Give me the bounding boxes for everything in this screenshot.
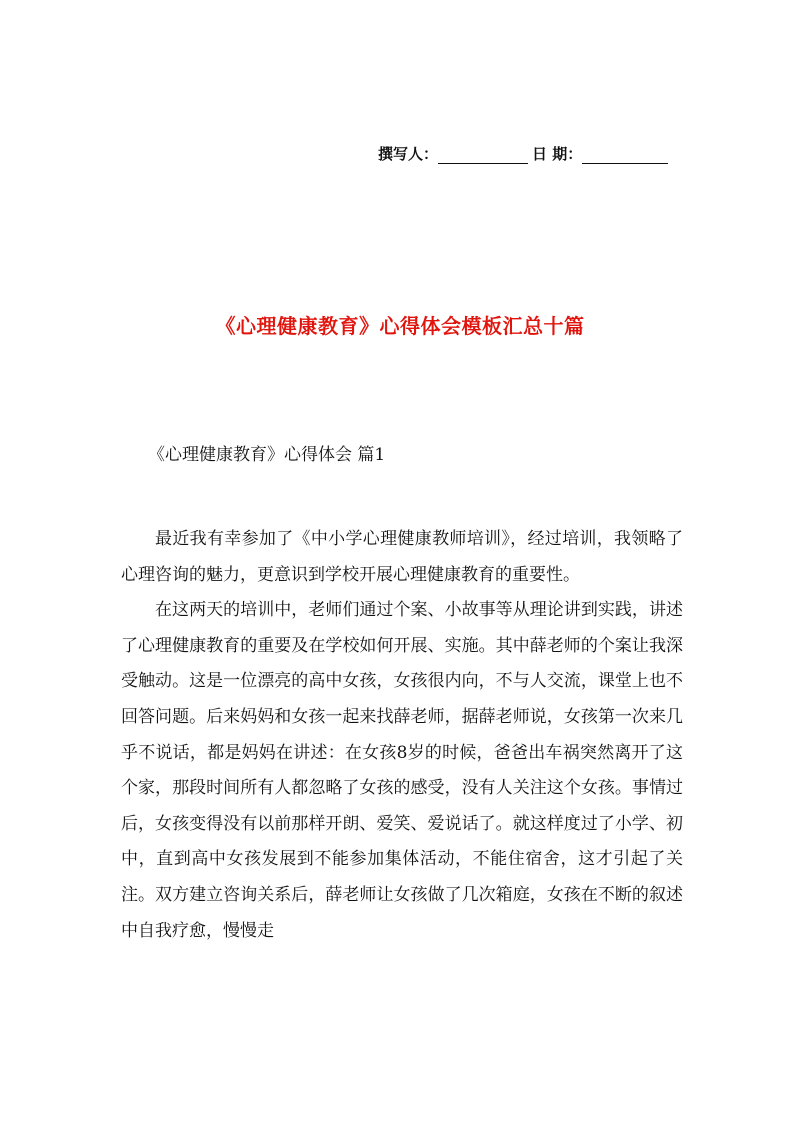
paragraph-2: 在这两天的培训中，老师们通过个案、小故事等从理论讲到实践，讲述了心理健康教育的重要及在学校如何开展、实施。其中薛老师的个案让我深受触动。这是一位漂亮的高中女孩，女孩很内向，不与人交流，课堂上也不回答问题。后来妈妈和女孩一起来找薛老师，据薛老师说，女孩第一次来几乎不说话，都是妈妈在讲述：在女孩8岁的时候，爸爸出车祸突然离开了这个家，那段时间所有人都忽略了女孩的感受，没有人关注这个女孩。事情过后，女孩变得没有以前那样开朗、爱笑、爱说话了。就这样度过了小学、初中，直到高中女孩发展到不能参加集体活动，不能住宿舍，这才引起了关注。双方建立咨询关系后，薛老师让女孩做了几次箱庭，女孩在不断的叙述中自我疗愈，慢慢走 xyxy=(121,600,683,941)
body-text xyxy=(121,522,683,949)
paragraph-1: 最近我有幸参加了《中小学心理健康教师培训》，经过培训，我领略了心理咨询的魅力，更意识到学校开展心理健康教育的重要性。 xyxy=(121,529,683,585)
author-date-line xyxy=(378,138,688,164)
date-label: 日 期： xyxy=(532,145,583,163)
section-heading: 《心理健康教育》心得体会 篇1 xyxy=(148,445,386,465)
author-blank xyxy=(438,145,528,164)
author-label: 撰写人： xyxy=(378,145,439,163)
document-title: 《心理健康教育》心得体会模板汇总十篇 xyxy=(215,314,585,338)
date-blank xyxy=(582,145,668,164)
